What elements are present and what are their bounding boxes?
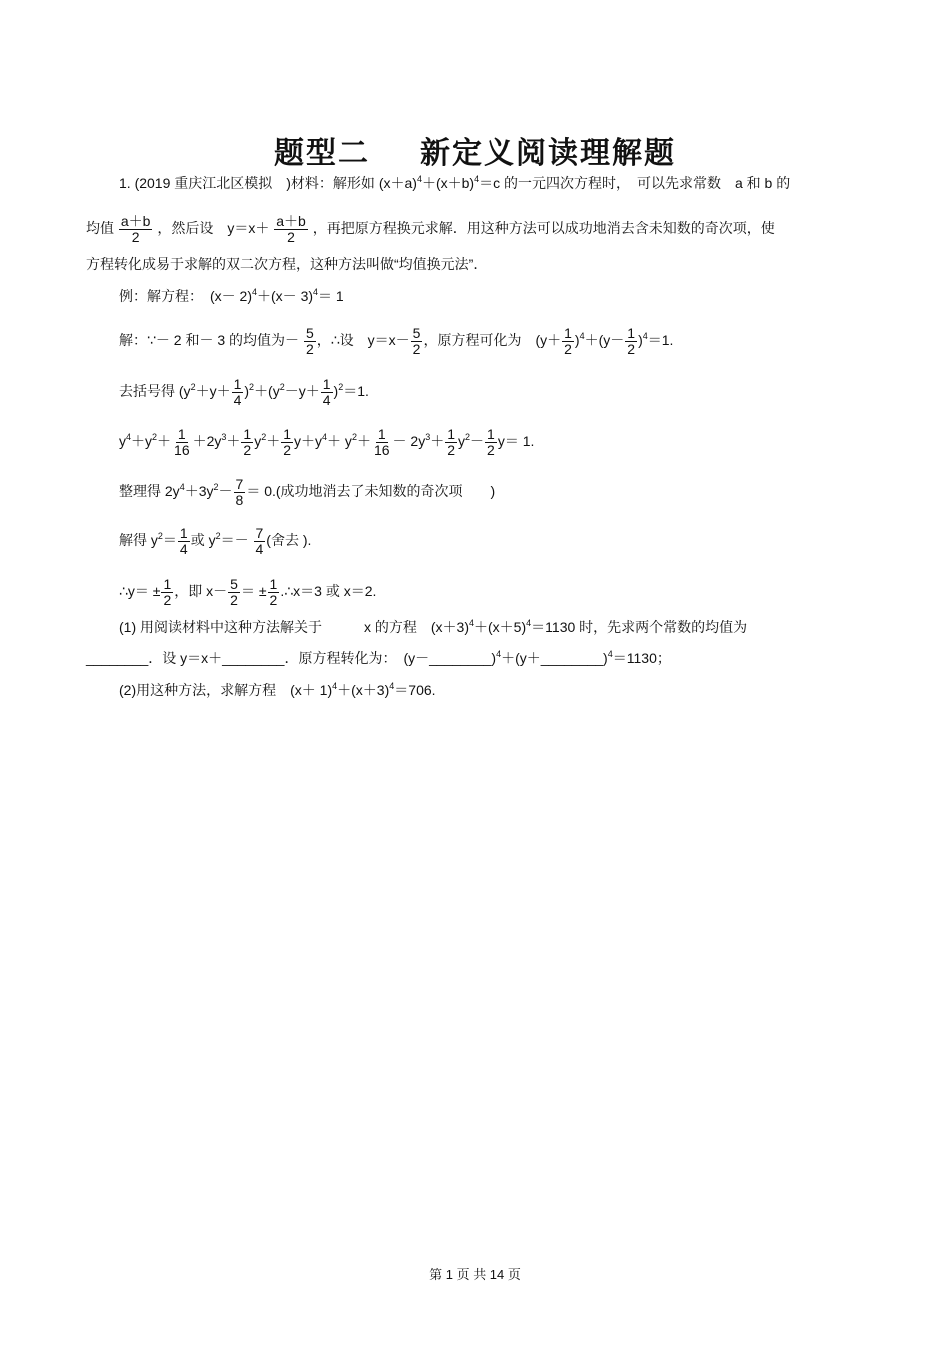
question-1-line1: [119, 617, 747, 637]
fraction-1-over-2: [562, 326, 574, 357]
text-span: ＝1130；: [612, 650, 671, 666]
text-span: y: [458, 433, 466, 450]
superscript: 2: [152, 432, 158, 443]
superscript: 4: [179, 482, 185, 493]
problem-intro-line2: [86, 214, 775, 245]
solution-step-4: [119, 477, 495, 508]
text-span: ＋(x＋b): [421, 175, 475, 191]
fraction-1-over-4: [178, 526, 190, 557]
page-number-footer: 第 1 页 共 14 页: [429, 1267, 521, 1282]
denominator: 2: [412, 341, 421, 357]
text-span: ＝: [240, 583, 259, 600]
denominator: 2: [283, 442, 292, 458]
fraction-1-over-2: [268, 577, 280, 608]
superscript: 4: [389, 681, 395, 691]
fraction-1-over-4: [232, 377, 244, 408]
text-span: ，原方程可化为 (y＋: [423, 332, 562, 349]
text-span: ＝－: [220, 532, 253, 549]
text-span: ＋(y－: [584, 332, 625, 349]
superscript: 4: [252, 287, 258, 297]
superscript: 4: [607, 649, 613, 659]
plus-minus-sign: ±: [152, 583, 161, 600]
text-span: ＋y: [131, 433, 153, 450]
numerator: 1: [627, 325, 636, 341]
superscript: 4: [526, 618, 532, 628]
numerator: 1: [487, 426, 495, 442]
numerator: 1: [269, 576, 278, 592]
text-span: y＝ 1.: [497, 433, 535, 450]
denominator: 2: [243, 442, 252, 458]
denominator: 8: [235, 492, 244, 508]
text-span: ＋: [266, 433, 281, 450]
denominator: 2: [487, 442, 495, 458]
text-span: 去括号得 (y: [119, 383, 191, 400]
superscript: 2: [261, 432, 267, 443]
numerator: 1: [447, 426, 456, 442]
text-span: －y＋: [284, 383, 320, 400]
text-span: ): [574, 332, 580, 349]
denominator: 16: [174, 442, 190, 458]
numerator: 1: [163, 576, 172, 592]
text-span: －: [218, 483, 233, 500]
title-topic: 新定义阅读理解题: [420, 136, 676, 171]
fraction-5-over-2: [411, 326, 423, 357]
superscript: 2: [351, 432, 357, 443]
superscript: 2: [213, 482, 219, 493]
superscript: 4: [126, 432, 132, 443]
question-2: [119, 680, 436, 700]
numerator: 5: [412, 325, 421, 341]
fraction-1-over-4: [321, 377, 333, 408]
numerator: 1: [177, 426, 186, 442]
numerator: 1: [243, 426, 252, 442]
fraction-7-over-4: [254, 526, 266, 557]
text-span: y: [254, 433, 262, 450]
superscript: 4: [642, 331, 648, 342]
numerator: 1: [377, 426, 386, 442]
denominator: 4: [255, 541, 264, 557]
text-span: ，然后设 y＝x＋: [157, 220, 270, 237]
denominator: 2: [305, 341, 314, 357]
text-span: ＋: [356, 433, 371, 450]
superscript: 4: [579, 331, 585, 342]
text-span: (1) 用阅读材料中这种方法解关于 x 的方程 (x＋3): [119, 619, 469, 635]
superscript: 4: [322, 432, 328, 443]
text-span: － 2y: [392, 433, 426, 450]
fraction-1-over-2: [485, 427, 497, 458]
problem-intro-line3: [86, 254, 487, 274]
text-span: ＋: [226, 433, 241, 450]
superscript: 4: [332, 681, 338, 691]
text-span: ＋(y＋________): [501, 650, 608, 666]
denominator: 2: [447, 442, 456, 458]
text-span: ＋ y: [327, 433, 352, 450]
text-span: .∴x＝3 或 x＝2.: [280, 583, 377, 600]
text-span: ＋(y: [254, 383, 280, 400]
fraction-1-over-2: [445, 427, 457, 458]
numerator: 1: [564, 325, 572, 341]
numerator: 5: [230, 576, 238, 592]
fraction-1-over-2: [625, 326, 637, 357]
plus-minus-sign: ±: [258, 583, 267, 600]
text-span: ＝c 的一元四次方程时， 可以先求常数 a 和 b 的: [479, 175, 791, 191]
text-span: (2)用这种方法，求解方程 (x＋ 1): [119, 682, 333, 698]
denominator: 2: [564, 341, 572, 357]
superscript: 4: [474, 174, 480, 184]
text-span: －: [470, 433, 485, 450]
text-span: ＋: [157, 433, 172, 450]
text-span: ＝ 1: [318, 288, 344, 304]
text-span: ＝ 0.(成功地消去了未知数的奇次项 ): [246, 483, 496, 500]
solution-step-3: [119, 427, 534, 458]
superscript: 2: [279, 382, 285, 393]
superscript: 2: [249, 382, 255, 393]
text-span: ＋y＋: [195, 383, 231, 400]
text-span: 均值: [86, 220, 114, 237]
text-span: y: [119, 433, 126, 450]
superscript: 4: [469, 618, 475, 628]
fraction-a-plus-b-over-2: [119, 214, 153, 245]
text-span: ＝: [162, 532, 177, 549]
text-span: ): [244, 383, 250, 400]
fraction-1-over-2: [241, 427, 253, 458]
text-span: 或 y: [190, 532, 216, 549]
text-span: 例：解方程： (x－ 2): [119, 288, 252, 304]
text-span: ＝1.: [343, 383, 369, 400]
solution-step-1: [119, 326, 673, 357]
denominator: 2: [131, 229, 140, 245]
text-span: ，再把原方程换元求解．用这种方法可以成功地消去含未知数的奇次项，使: [312, 220, 775, 237]
fraction-1-over-16: [372, 427, 392, 458]
numerator: 1: [233, 376, 242, 392]
denominator: 2: [163, 592, 172, 608]
superscript: 3: [425, 432, 431, 443]
solution-step-5: [119, 526, 311, 557]
text-span: ＋: [430, 433, 445, 450]
numerator: 5: [305, 325, 314, 341]
denominator: 2: [230, 592, 238, 608]
text-span: 方程转化成易于求解的双二次方程，这种方法叫做“均值换元法”．: [86, 256, 488, 272]
superscript: 2: [157, 531, 163, 542]
superscript: 2: [190, 382, 196, 393]
fraction-1-over-2: [161, 577, 173, 608]
denominator: 16: [373, 442, 390, 458]
superscript: 2: [465, 432, 471, 443]
superscript: 2: [338, 382, 344, 393]
text-span: (舍去 ).: [266, 532, 312, 549]
problem-intro-line1: [119, 173, 790, 193]
text-span: y＋y: [294, 433, 323, 450]
denominator: 2: [269, 592, 278, 608]
superscript: 3: [221, 432, 227, 443]
superscript: 4: [416, 174, 422, 184]
numerator: 7: [235, 476, 244, 492]
numerator: 1: [322, 376, 331, 392]
text-span: ，即 x－: [174, 583, 228, 600]
page-title: [0, 128, 950, 172]
fraction-5-over-2: [228, 577, 240, 608]
superscript: 2: [215, 531, 221, 542]
solution-step-6: [119, 577, 376, 608]
text-span: ＝1.: [647, 332, 674, 349]
numerator: 7: [255, 525, 264, 541]
superscript: 4: [313, 287, 319, 297]
text-span: 整理得 2y: [119, 483, 180, 500]
numerator: 1: [179, 525, 188, 541]
denominator: 2: [287, 229, 295, 245]
text-span: ＝1130 时，先求两个常数的均值为: [531, 619, 748, 635]
text-span: ): [638, 332, 643, 349]
text-span: ＋(x－ 3): [257, 288, 314, 304]
denominator: 2: [627, 341, 636, 357]
text-span: ________．设 y＝x＋________．原方程转化为： (y－________): [86, 650, 497, 666]
title-type: 题型二: [274, 136, 370, 171]
denominator: 4: [233, 392, 242, 408]
fraction-a-plus-b-over-2: [274, 214, 308, 245]
fraction-1-over-2: [281, 427, 293, 458]
superscript: 4: [496, 649, 502, 659]
fraction-1-over-16: [172, 427, 192, 458]
numerator: a＋b: [120, 213, 151, 229]
text-span: 1. (2019 重庆江北区模拟 )材料：解形如 (x＋a): [119, 175, 417, 191]
text-span: ＋(x＋5): [474, 619, 527, 635]
text-span: ): [333, 383, 339, 400]
numerator: a＋b: [276, 213, 306, 229]
fraction-5-over-2: [304, 326, 316, 357]
denominator: 4: [322, 392, 331, 408]
text-span: ∴y＝: [119, 583, 153, 600]
text-span: ＋(x＋3): [337, 682, 390, 698]
text-span: ＝706.: [394, 682, 436, 698]
text-span: 解得 y: [119, 532, 158, 549]
example-equation: [119, 286, 344, 306]
text-span: ＋2y: [192, 433, 222, 450]
text-span: 解：∵－ 2 和－ 3 的均值为－: [119, 332, 303, 349]
text-span: ＋3y: [184, 483, 214, 500]
denominator: 4: [179, 541, 188, 557]
question-1-line2: [86, 648, 671, 668]
solution-step-2: [119, 377, 369, 408]
text-span: ，∴设 y＝x－: [316, 332, 410, 349]
numerator: 1: [283, 426, 292, 442]
fraction-7-over-8: [234, 477, 246, 508]
